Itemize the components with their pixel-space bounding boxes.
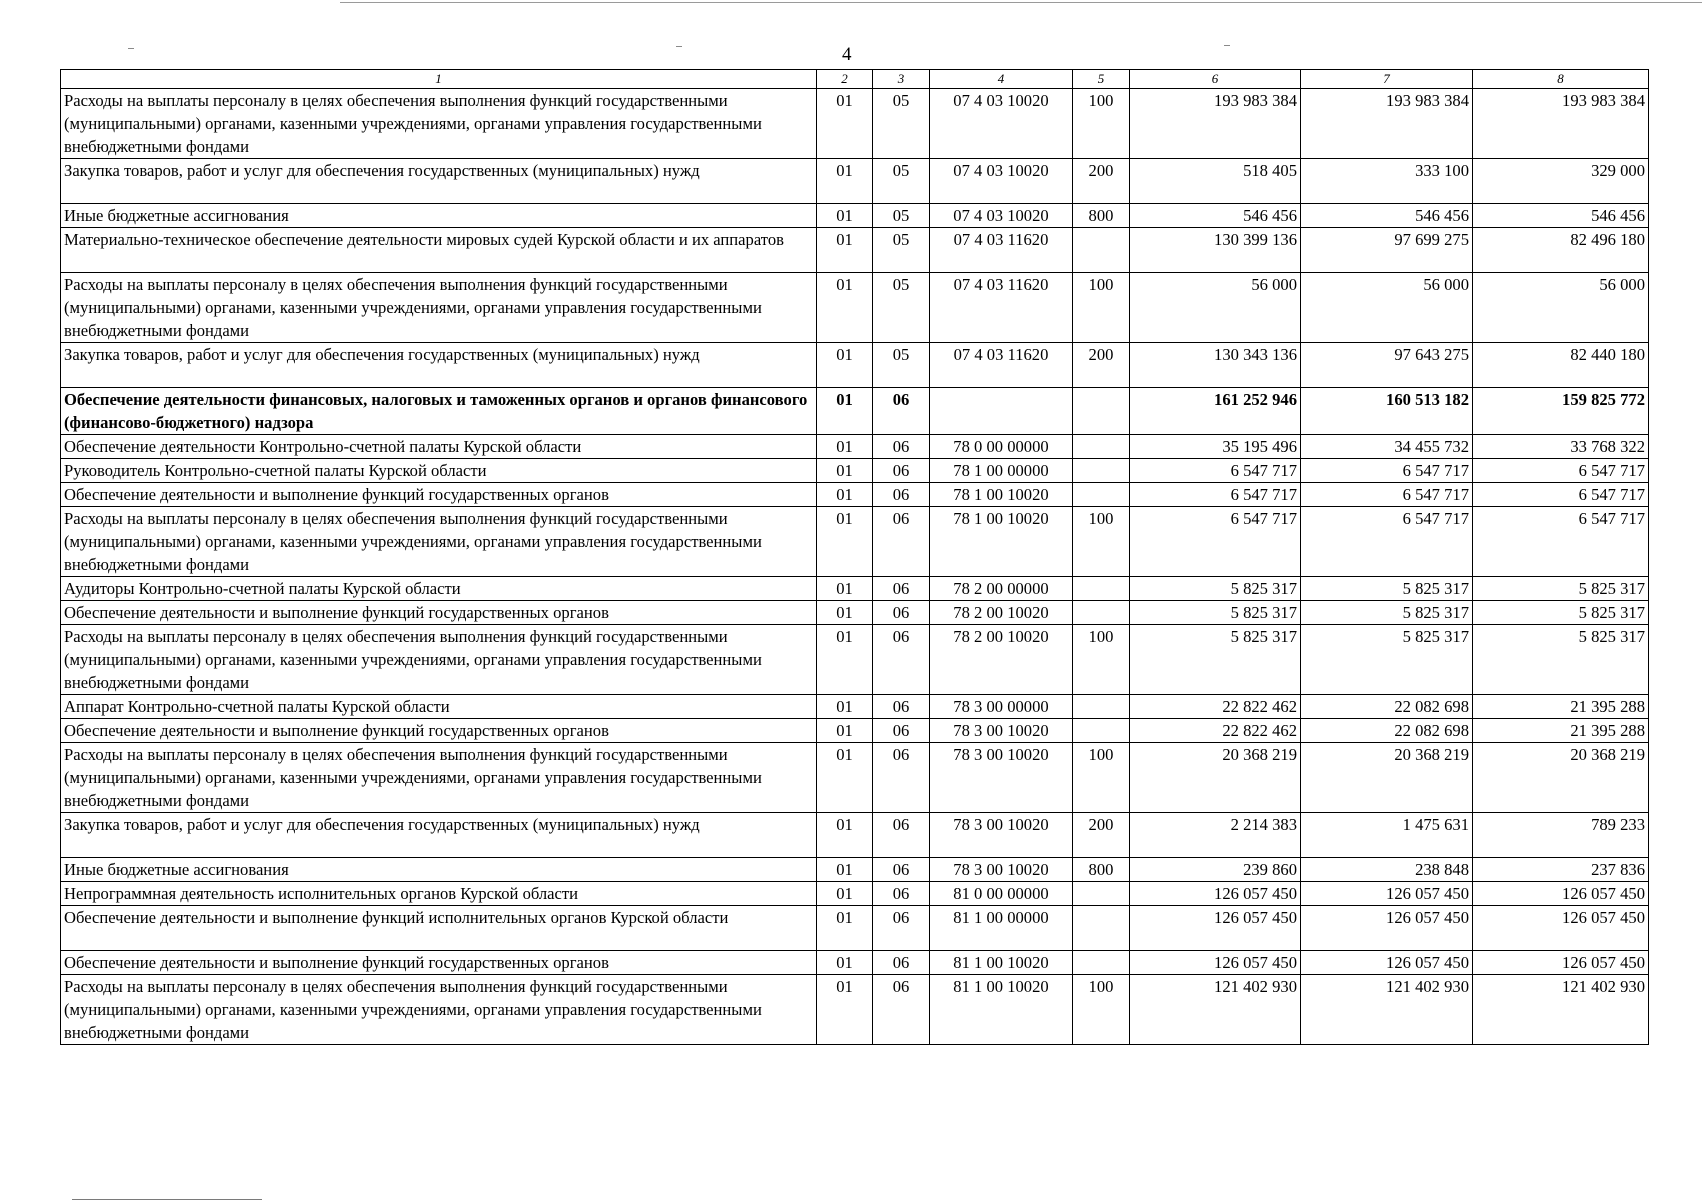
target-article-code: 78 3 00 10020 (930, 858, 1073, 882)
table-row (61, 813, 1649, 858)
amount-col7: 6 547 717 (1301, 507, 1473, 577)
column-number: 2 (817, 70, 873, 89)
subsection-code: 05 (873, 204, 930, 228)
section-code: 01 (817, 906, 873, 951)
amount-col7: 34 455 732 (1301, 435, 1473, 459)
amount-col6: 5 825 317 (1130, 625, 1301, 695)
amount-col7: 6 547 717 (1301, 459, 1473, 483)
subsection-code: 05 (873, 159, 930, 204)
amount-col7: 126 057 450 (1301, 951, 1473, 975)
amount-col7: 1 475 631 (1301, 813, 1473, 858)
amount-col8: 6 547 717 (1473, 459, 1649, 483)
table-row (61, 951, 1649, 975)
subsection-code: 06 (873, 388, 930, 435)
table-row (61, 975, 1649, 1045)
table-row (61, 601, 1649, 625)
row-name: Обеспечение деятельности и выполнение функций государственных органов (61, 483, 817, 507)
amount-col8: 82 440 180 (1473, 343, 1649, 388)
column-number: 1 (61, 70, 817, 89)
expense-type-code (1073, 483, 1130, 507)
subsection-code: 06 (873, 743, 930, 813)
row-name: Расходы на выплаты персоналу в целях обеспечения выполнения функций государственными (муниципальными) органами, казенными учреждениями, органами управления государственными внебюджетными фондами (61, 743, 817, 813)
section-code: 01 (817, 204, 873, 228)
amount-col8: 237 836 (1473, 858, 1649, 882)
amount-col8: 33 768 322 (1473, 435, 1649, 459)
amount-col6: 22 822 462 (1130, 695, 1301, 719)
section-code: 01 (817, 273, 873, 343)
amount-col6: 126 057 450 (1130, 906, 1301, 951)
scan-speck (676, 46, 682, 47)
table-row (61, 695, 1649, 719)
section-code: 01 (817, 577, 873, 601)
scan-speck (1224, 45, 1230, 46)
table-row (61, 719, 1649, 743)
row-name: Обеспечение деятельности и выполнение функций государственных органов (61, 951, 817, 975)
column-number: 8 (1473, 70, 1649, 89)
target-article-code: 81 1 00 10020 (930, 951, 1073, 975)
expense-type-code (1073, 882, 1130, 906)
expense-type-code (1073, 951, 1130, 975)
budget-table (60, 69, 1649, 1045)
row-name: Обеспечение деятельности и выполнение функций государственных органов (61, 719, 817, 743)
row-name: Аппарат Контрольно-счетной палаты Курской области (61, 695, 817, 719)
subsection-code: 06 (873, 951, 930, 975)
amount-col6: 5 825 317 (1130, 601, 1301, 625)
table-row (61, 204, 1649, 228)
expense-type-code: 100 (1073, 743, 1130, 813)
section-code: 01 (817, 975, 873, 1045)
row-name: Расходы на выплаты персоналу в целях обеспечения выполнения функций государственными (муниципальными) органами, казенными учреждениями, органами управления государственными внебюджетными фондами (61, 975, 817, 1045)
expense-type-code (1073, 719, 1130, 743)
section-code: 01 (817, 89, 873, 159)
subsection-code: 06 (873, 695, 930, 719)
table-row (61, 89, 1649, 159)
section-code: 01 (817, 459, 873, 483)
amount-col8: 329 000 (1473, 159, 1649, 204)
amount-col6: 130 399 136 (1130, 228, 1301, 273)
row-name: Материально-техническое обеспечение деятельности мировых судей Курской области и их аппаратов (61, 228, 817, 273)
table-row (61, 228, 1649, 273)
table-row (61, 882, 1649, 906)
subsection-code: 05 (873, 273, 930, 343)
scan-speck (128, 48, 134, 49)
table-row (61, 343, 1649, 388)
amount-col6: 193 983 384 (1130, 89, 1301, 159)
amount-col8: 82 496 180 (1473, 228, 1649, 273)
section-code: 01 (817, 159, 873, 204)
row-name: Закупка товаров, работ и услуг для обеспечения государственных (муниципальных) нужд (61, 813, 817, 858)
target-article-code: 07 4 03 10020 (930, 159, 1073, 204)
section-code: 01 (817, 882, 873, 906)
row-name: Расходы на выплаты персоналу в целях обеспечения выполнения функций государственными (муниципальными) органами, казенными учреждениями, органами управления государственными внебюджетными фондами (61, 625, 817, 695)
target-article-code (930, 388, 1073, 435)
section-code: 01 (817, 507, 873, 577)
subsection-code: 05 (873, 343, 930, 388)
column-number-row (61, 70, 1649, 89)
amount-col8: 5 825 317 (1473, 577, 1649, 601)
table-row (61, 743, 1649, 813)
expense-type-code (1073, 228, 1130, 273)
expense-type-code: 200 (1073, 343, 1130, 388)
target-article-code: 78 1 00 10020 (930, 507, 1073, 577)
amount-col8: 6 547 717 (1473, 483, 1649, 507)
amount-col7: 5 825 317 (1301, 577, 1473, 601)
amount-col6: 130 343 136 (1130, 343, 1301, 388)
amount-col7: 6 547 717 (1301, 483, 1473, 507)
subsection-code: 06 (873, 882, 930, 906)
subsection-code: 06 (873, 507, 930, 577)
section-code: 01 (817, 695, 873, 719)
row-name: Закупка товаров, работ и услуг для обеспечения государственных (муниципальных) нужд (61, 159, 817, 204)
row-name: Обеспечение деятельности и выполнение функций исполнительных органов Курской области (61, 906, 817, 951)
amount-col7: 238 848 (1301, 858, 1473, 882)
amount-col7: 160 513 182 (1301, 388, 1473, 435)
expense-type-code: 200 (1073, 813, 1130, 858)
target-article-code: 78 2 00 00000 (930, 577, 1073, 601)
row-name: Расходы на выплаты персоналу в целях обеспечения выполнения функций государственными (муниципальными) органами, казенными учреждениями, органами управления государственными внебюджетными фондами (61, 507, 817, 577)
amount-col8: 126 057 450 (1473, 906, 1649, 951)
amount-col6: 121 402 930 (1130, 975, 1301, 1045)
row-name: Закупка товаров, работ и услуг для обеспечения государственных (муниципальных) нужд (61, 343, 817, 388)
amount-col8: 193 983 384 (1473, 89, 1649, 159)
amount-col7: 121 402 930 (1301, 975, 1473, 1045)
table-row (61, 435, 1649, 459)
amount-col7: 97 643 275 (1301, 343, 1473, 388)
table-row (61, 273, 1649, 343)
target-article-code: 78 1 00 10020 (930, 483, 1073, 507)
amount-col6: 6 547 717 (1130, 483, 1301, 507)
section-code: 01 (817, 601, 873, 625)
table-row (61, 906, 1649, 951)
table-row (61, 577, 1649, 601)
target-article-code: 81 1 00 10020 (930, 975, 1073, 1045)
expense-type-code (1073, 601, 1130, 625)
subsection-code: 06 (873, 975, 930, 1045)
column-number: 5 (1073, 70, 1130, 89)
expense-type-code: 100 (1073, 273, 1130, 343)
amount-col7: 5 825 317 (1301, 601, 1473, 625)
amount-col8: 20 368 219 (1473, 743, 1649, 813)
subsection-code: 06 (873, 459, 930, 483)
expense-type-code (1073, 695, 1130, 719)
amount-col7: 193 983 384 (1301, 89, 1473, 159)
amount-col6: 6 547 717 (1130, 459, 1301, 483)
section-code: 01 (817, 483, 873, 507)
row-name: Обеспечение деятельности Контрольно-счетной палаты Курской области (61, 435, 817, 459)
amount-col8: 789 233 (1473, 813, 1649, 858)
amount-col8: 6 547 717 (1473, 507, 1649, 577)
amount-col7: 546 456 (1301, 204, 1473, 228)
target-article-code: 78 0 00 00000 (930, 435, 1073, 459)
expense-type-code (1073, 435, 1130, 459)
section-code: 01 (817, 625, 873, 695)
column-number: 6 (1130, 70, 1301, 89)
amount-col6: 546 456 (1130, 204, 1301, 228)
amount-col8: 21 395 288 (1473, 719, 1649, 743)
target-article-code: 81 1 00 00000 (930, 906, 1073, 951)
column-number: 4 (930, 70, 1073, 89)
subsection-code: 06 (873, 625, 930, 695)
target-article-code: 78 3 00 10020 (930, 813, 1073, 858)
subsection-code: 06 (873, 813, 930, 858)
amount-col7: 22 082 698 (1301, 719, 1473, 743)
amount-col8: 5 825 317 (1473, 601, 1649, 625)
table-row (61, 483, 1649, 507)
amount-col7: 333 100 (1301, 159, 1473, 204)
target-article-code: 78 3 00 10020 (930, 719, 1073, 743)
table-row (61, 625, 1649, 695)
table-row (61, 388, 1649, 435)
amount-col7: 126 057 450 (1301, 906, 1473, 951)
target-article-code: 78 2 00 10020 (930, 601, 1073, 625)
section-code: 01 (817, 228, 873, 273)
table-row (61, 858, 1649, 882)
amount-col6: 161 252 946 (1130, 388, 1301, 435)
expense-type-code: 100 (1073, 625, 1130, 695)
row-name: Расходы на выплаты персоналу в целях обеспечения выполнения функций государственными (муниципальными) органами, казенными учреждениями, органами управления государственными внебюджетными фондами (61, 273, 817, 343)
expense-type-code: 800 (1073, 858, 1130, 882)
table-row (61, 459, 1649, 483)
amount-col8: 126 057 450 (1473, 951, 1649, 975)
target-article-code: 07 4 03 11620 (930, 273, 1073, 343)
row-name: Обеспечение деятельности и выполнение функций государственных органов (61, 601, 817, 625)
section-code: 01 (817, 813, 873, 858)
expense-type-code (1073, 459, 1130, 483)
column-number: 3 (873, 70, 930, 89)
target-article-code: 07 4 03 11620 (930, 228, 1073, 273)
row-name: Иные бюджетные ассигнования (61, 858, 817, 882)
subsection-code: 06 (873, 601, 930, 625)
target-article-code: 78 2 00 10020 (930, 625, 1073, 695)
amount-col7: 56 000 (1301, 273, 1473, 343)
section-code: 01 (817, 858, 873, 882)
table-row (61, 507, 1649, 577)
expense-type-code: 100 (1073, 507, 1130, 577)
scan-edge-top (340, 2, 1702, 3)
amount-col6: 35 195 496 (1130, 435, 1301, 459)
target-article-code: 78 3 00 10020 (930, 743, 1073, 813)
amount-col6: 126 057 450 (1130, 951, 1301, 975)
subsection-code: 06 (873, 577, 930, 601)
amount-col7: 5 825 317 (1301, 625, 1473, 695)
row-name: Обеспечение деятельности финансовых, налоговых и таможенных органов и органов финансового (финансово-бюджетного) надзора (61, 388, 817, 435)
subsection-code: 06 (873, 906, 930, 951)
column-number: 7 (1301, 70, 1473, 89)
amount-col6: 239 860 (1130, 858, 1301, 882)
row-name: Непрограммная деятельность исполнительных органов Курской области (61, 882, 817, 906)
expense-type-code: 100 (1073, 89, 1130, 159)
amount-col6: 20 368 219 (1130, 743, 1301, 813)
amount-col7: 20 368 219 (1301, 743, 1473, 813)
amount-col6: 22 822 462 (1130, 719, 1301, 743)
section-code: 01 (817, 743, 873, 813)
amount-col7: 22 082 698 (1301, 695, 1473, 719)
expense-type-code (1073, 388, 1130, 435)
amount-col6: 2 214 383 (1130, 813, 1301, 858)
row-name: Расходы на выплаты персоналу в целях обеспечения выполнения функций государственными (муниципальными) органами, казенными учреждениями, органами управления государственными внебюджетными фондами (61, 89, 817, 159)
target-article-code: 81 0 00 00000 (930, 882, 1073, 906)
amount-col8: 126 057 450 (1473, 882, 1649, 906)
target-article-code: 07 4 03 11620 (930, 343, 1073, 388)
table-row (61, 159, 1649, 204)
expense-type-code: 800 (1073, 204, 1130, 228)
amount-col8: 159 825 772 (1473, 388, 1649, 435)
expense-type-code (1073, 577, 1130, 601)
amount-col7: 126 057 450 (1301, 882, 1473, 906)
subsection-code: 06 (873, 483, 930, 507)
amount-col8: 546 456 (1473, 204, 1649, 228)
row-name: Аудиторы Контрольно-счетной палаты Курской области (61, 577, 817, 601)
amount-col6: 5 825 317 (1130, 577, 1301, 601)
amount-col6: 126 057 450 (1130, 882, 1301, 906)
expense-type-code: 200 (1073, 159, 1130, 204)
expense-type-code: 100 (1073, 975, 1130, 1045)
target-article-code: 78 1 00 00000 (930, 459, 1073, 483)
section-code: 01 (817, 951, 873, 975)
section-code: 01 (817, 343, 873, 388)
amount-col7: 97 699 275 (1301, 228, 1473, 273)
target-article-code: 78 3 00 00000 (930, 695, 1073, 719)
expense-type-code (1073, 906, 1130, 951)
row-name: Руководитель Контрольно-счетной палаты Курской области (61, 459, 817, 483)
amount-col6: 6 547 717 (1130, 507, 1301, 577)
amount-col6: 56 000 (1130, 273, 1301, 343)
subsection-code: 06 (873, 858, 930, 882)
subsection-code: 05 (873, 228, 930, 273)
subsection-code: 06 (873, 435, 930, 459)
amount-col8: 121 402 930 (1473, 975, 1649, 1045)
section-code: 01 (817, 388, 873, 435)
amount-col6: 518 405 (1130, 159, 1301, 204)
target-article-code: 07 4 03 10020 (930, 89, 1073, 159)
subsection-code: 05 (873, 89, 930, 159)
amount-col8: 56 000 (1473, 273, 1649, 343)
amount-col8: 5 825 317 (1473, 625, 1649, 695)
amount-col8: 21 395 288 (1473, 695, 1649, 719)
subsection-code: 06 (873, 719, 930, 743)
section-code: 01 (817, 435, 873, 459)
row-name: Иные бюджетные ассигнования (61, 204, 817, 228)
section-code: 01 (817, 719, 873, 743)
target-article-code: 07 4 03 10020 (930, 204, 1073, 228)
page-number: 4 (842, 44, 852, 65)
